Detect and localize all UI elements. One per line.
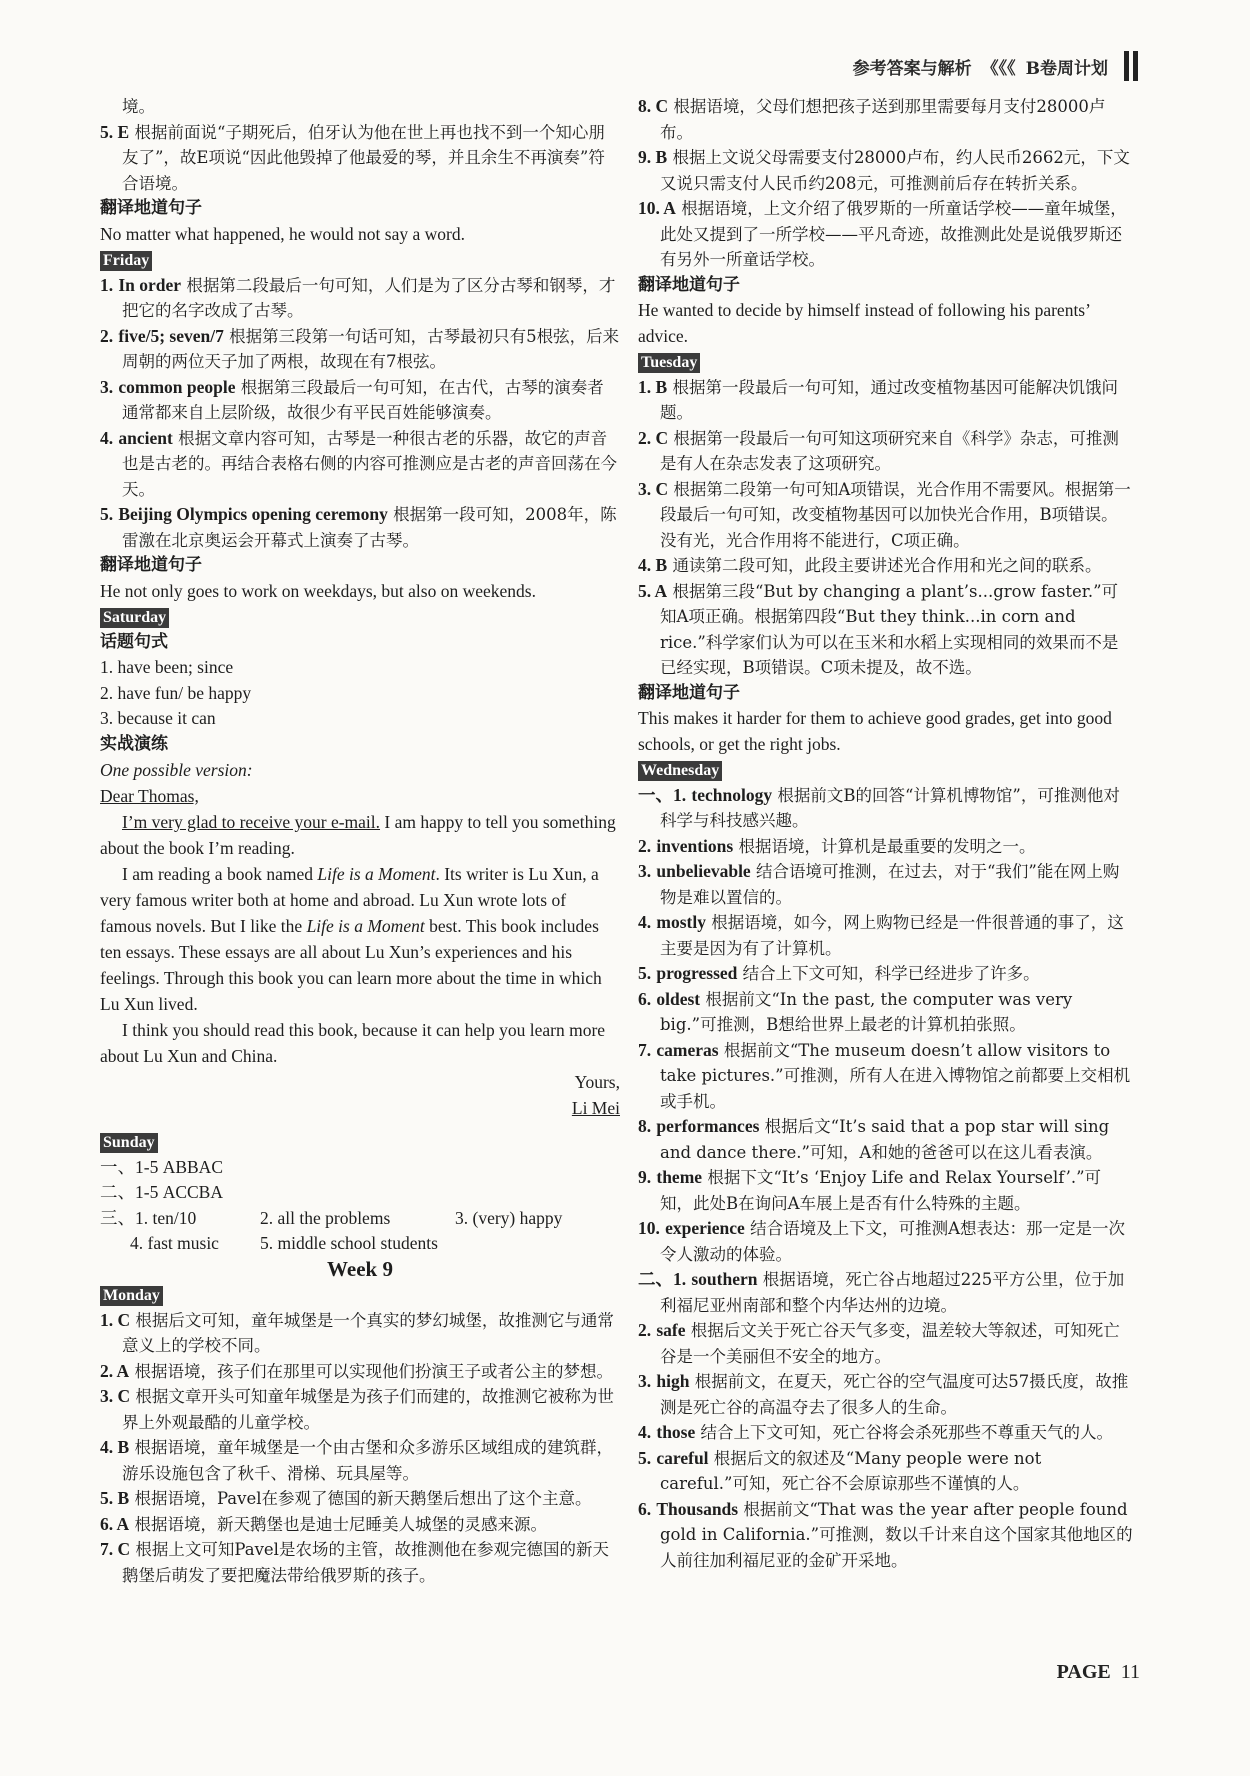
answer-item: 1. C 根据后文可知，童年城堡是一个真实的梦幻城堡，故推测它与通常意义上的学校不同。 [100,1309,614,1355]
answer-item: 5. careful 根据后文的叙述及“Many people were not careful.”可知，死亡谷不会原谅那些不谨慎的人。 [638,1447,1042,1493]
answer-item: 8. performances 根据后文“It’s said that a pop star will sing and dance there.”可知，A和她的爸爸可以在这儿看表演。 [638,1116,1110,1162]
answer-item: 2. five/5; seven/7 根据第三段第一句话可知，古琴最初只有5根弦，后来周朝的两位天子加了两根，故现在有7根弦。 [100,325,620,371]
answer-item: 一、1. technology 根据前文B的回答“计算机博物馆”，可推测他对科学与科技感兴趣。 [638,784,1120,830]
translation: This makes it harder for them to achieve good grades, get into good schools, or get the right jobs. [638,708,1112,754]
answer-item: 1. In order 根据第二段最后一句可知，人们是为了区分古琴和钢琴，才把它的名字改成了古琴。 [100,274,616,320]
answer-item: 4. mostly 根据语境，如今，网上购物已经是一件很普通的事了，这主要是因为有了计算机。 [638,912,1124,958]
week-title: Week 9 [327,1256,393,1281]
answer-item: 3. unbelievable 结合语境可推测，在过去，对于“我们”能在网上购物是难以置信的。 [638,861,1120,907]
answer-item: 3. common people 根据第三段最后一句可知，在古代，古琴的演奏者通常都来自上层阶级，故很少有平民百姓能够演奏。 [100,376,604,422]
header-title: 参考答案与解析 [852,58,972,79]
answer-item: 6. A 根据语境，新天鹅堡也是迪士尼睡美人城堡的灵感来源。 [100,1513,547,1534]
answer-line: 一、1-5 ABBAC [100,1156,223,1177]
section-title: 话题句式 [100,631,168,652]
letter-closing: Yours, [574,1072,620,1092]
answer-row: 三、1. ten/10 2. all the problems 3. (very) happy [100,1207,563,1228]
letter-paragraph: I think you should read this book, because it can help you learn more about Lu Xun and China. [100,1020,606,1066]
answer-item: 8. C 根据语境，父母们想把孩子送到那里需要每月支付28000卢布。 [638,96,1106,142]
header-book: B卷周计划 [1025,58,1108,79]
translation: He wanted to decide by himself instead of following his parents’ advice. [638,300,1090,346]
answer-item: 10. A 根据语境，上文介绍了俄罗斯的一所童话学校——童年城堡，此处又提到了一所学校——平凡奇迹，故推测此处是说俄罗斯还有另外一所童话学校。 [638,198,1127,269]
page-header [853,52,1138,80]
answer-item: 9. B 根据上文说父母需要支付28000卢布，约人民币2662元，下文又说只需支付人民币约208元，可推测前后存在转折关系。 [638,147,1130,193]
day-label-sunday: Sunday [100,1133,158,1153]
translation: No matter what happened, he would not say a word. [100,223,465,244]
answer-item: 6. Thousands 根据前文“That was the year after people found gold in California.”可推测，数以千计来自这个国家其他地区的人前往加利福尼亚的金矿开采地。 [638,1498,1133,1570]
answer-item: 5. E 根据前面说“子期死后，伯牙认为他在世上再也找不到一个知心朋友了”，故E项说“因此他毁掉了他最爱的琴，并且余生不再演奏”符合语境。 [100,121,605,193]
answer-item: 3. C 根据第二段第一句可知A项错误，光合作用不需要风。根据第一段最后一句可知，改变植物基因可以加快光合作用，B项错误。没有光，光合作用将不能进行，C项正确。 [638,478,1131,550]
answer-item: 2. safe 根据后文关于死亡谷天气多变，温差较大等叙述，可知死亡谷是一个美丽但不安全的地方。 [638,1320,1120,1366]
answer-item: 1. B 根据第一段最后一句可知，通过改变植物基因可能解决饥饿问题。 [638,376,1118,422]
version-label: One possible version: [100,760,253,780]
letter-greeting: Dear Thomas, [100,786,199,806]
answer-item: 10. experience 结合语境及上下文，可推测A想表达：那一定是一次令人激动的体验。 [638,1218,1125,1264]
letter-paragraph: I’m very glad to receive your e-mail. I am happy to tell you something about the book I’m reading. [100,812,616,858]
left-column [100,94,620,1588]
answer-item: 二、1. southern 根据语境，死亡谷占地超过225平方公里，位于加利福尼亚州南部和整个内华达州的边境。 [638,1269,1125,1315]
answer-item: 2. A 根据语境，孩子们在那里可以实现他们扮演王子或者公主的梦想。 [100,1360,613,1381]
answer-item: 2. inventions 根据语境，计算机是最重要的发明之一。 [638,835,1036,856]
answer-item: 2. C 根据第一段最后一句可知这项研究来自《科学》杂志，可推测是有人在杂志发表了这项研究。 [638,427,1119,473]
page-number [1057,1661,1140,1684]
answer-item: 7. C 根据上文可知Pavel是农场的主管，故推测他在参观完德国的新天鹅堡后萌发了要把魔法带给俄罗斯的孩子。 [100,1539,609,1585]
right-column [638,94,1134,1573]
answer-item: 5. Beijing Olympics opening ceremony 根据第一段可知，2008年，陈雷激在北京奥运会开幕式上演奏了古琴。 [100,504,617,550]
answer-item: 3. high 根据前文，在夏天，死亡谷的空气温度可达57摄氏度，故推测是死亡谷的高温夺去了很多人的生命。 [638,1371,1129,1417]
topic-item: 2. have fun/ be happy [100,682,252,703]
section-title: 翻译地道句子 [100,198,202,218]
section-title: 翻译地道句子 [638,274,740,295]
letter-paragraph: I am reading a book named Life is a Moment. Its writer is Lu Xun, a very famous writer both at home and abroad. Lu Xun wrote lots of famous novels. But I like the Life is a Moment best. This book includes ten essays. These essays are all about Lu Xun’s experiences and his feelings. Through this book you can learn more about the time in which Lu Xun lived. [100,864,602,1014]
answer-item: 4. B 根据语境，童年城堡是一个由古堡和众多游乐区域组成的建筑群，游乐设施包含了秋千、滑梯、玩具屋等。 [100,1437,613,1483]
page-num: 11 [1120,1661,1140,1683]
day-label-friday: Friday [100,251,152,271]
day-label-monday: Monday [100,1286,163,1306]
header-arrows: 《《《 [981,58,1016,79]
section-title: 实战演练 [100,733,168,754]
translation: He not only goes to work on weekdays, but also on weekends. [100,580,536,601]
letter-signature: Li Mei [571,1098,620,1118]
answer-item: 9. theme 根据下文“It’s ‘Enjoy Life and Relax Yourself’.”可知，此处B在询问A车展上是否有什么特殊的主题。 [638,1167,1102,1213]
sample-letter [100,757,620,1121]
day-label-tuesday: Tuesday [638,353,700,373]
day-label-wednesday: Wednesday [638,761,722,781]
answer-item: 7. cameras 根据前文“The museum doesn’t allow visitors to take pictures.”可推测，所有人在进入博物馆之前都要上交相机或手机。 [638,1039,1131,1111]
answer-item: 4. ancient 根据文章内容可知，古琴是一种很古老的乐器，故它的声音也是古老的。再结合表格右侧的内容可推测应是古老的声音回荡在今天。 [100,427,617,499]
answer-item: 6. oldest 根据前文“In the past, the computer was very big.”可推测，B想给世界上最老的计算机拍张照。 [638,988,1073,1034]
day-label-saturday: Saturday [100,608,169,628]
answer-item: 5. A 根据第三段“But by changing a plant’s...grow faster.”可知A项正确。根据第四段“But they think...in corn and rice.”科学家们认为可以在玉米和水稻上实现相同的效果而不是已经实现，B项错误。C项未提及，故不选。 [638,580,1119,677]
answer-line: 二、1-5 ACCBA [100,1182,223,1202]
section-title: 翻译地道句子 [100,555,202,575]
section-title: 翻译地道句子 [638,682,740,703]
answer-item: 5. progressed 结合上下文可知，科学已经进步了许多。 [638,963,1040,983]
answer-row: 4. fast music 5. middle school students [130,1233,438,1253]
answer-item: 4. those 结合上下文可知，死亡谷将会杀死那些不尊重天气的人。 [638,1422,1114,1442]
answer-item: 3. C 根据文章开头可知童年城堡是为孩子们而建的，故推测它被称为世界上外观最酷的儿童学校。 [100,1386,614,1432]
topic-item: 3. because it can [100,708,216,728]
answer-item: 5. B 根据语境，Pavel在参观了德国的新天鹅堡后想出了这个主意。 [100,1488,592,1508]
page-label: PAGE [1056,1661,1111,1683]
text-cont: 境。 [122,97,155,116]
answer-item: 4. B 通读第二段可知，此段主要讲述光合作用和光之间的联系。 [638,555,1102,575]
header-bars-icon [1124,51,1138,81]
topic-item: 1. have been; since [100,657,234,677]
